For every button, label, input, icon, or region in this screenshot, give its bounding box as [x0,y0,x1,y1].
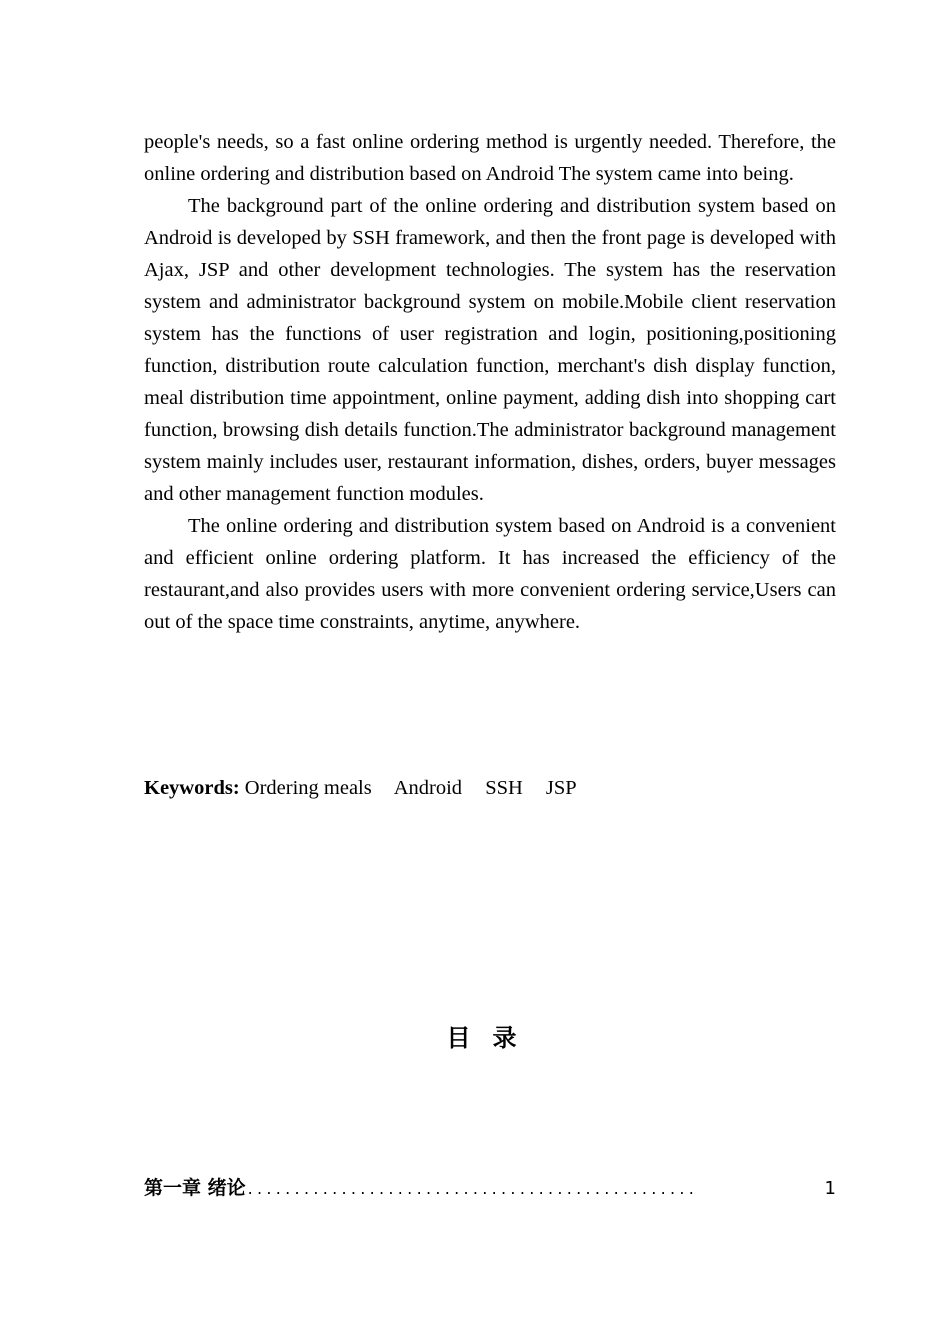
toc-leader-dots: ................................................ [247,1179,699,1198]
abstract-paragraph-3: The online ordering and distribution system based on Android is a convenient and efficient online ordering platform. It has increased the efficiency of the restaurant,and also provides users with more convenient ordering service,Users can out of the space time constraints, anytime, anywhere. [144,515,836,633]
toc-page-number: 1 [824,1178,836,1199]
abstract-paragraph-1: people's needs, so a fast online ordering method is urgently needed. Therefore, the online ordering and distribution based on Android The system came into being. [144,131,836,185]
keyword-item: Android [393,777,463,799]
abstract-body [144,126,836,638]
keyword-item: JSP [545,777,577,799]
keywords-label: Keywords: [144,777,240,799]
keywords-line [144,772,836,804]
keyword-item: SSH [485,777,523,799]
abstract-paragraph-2: The background part of the online ordering and distribution system based on Android is developed by SSH framework, and then the front page is developed with Ajax, JSP and other development technologies. The system has the reservation system and administrator background system on mobile.Mobile client reservation system has the functions of user registration and login, positioning,positioning function, distribution route calculation function, merchant's dish display function, meal distribution time appointment, online payment, adding dish into shopping cart function, browsing dish details function.The administrator background management system mainly includes user, restaurant information, dishes, orders, buyer messages and other management function modules. [144,195,836,505]
toc-entry-label: 第一章 绪论 [144,1177,246,1199]
toc-title: 目录 [446,1024,539,1052]
keyword-item: Ordering meals [244,777,372,799]
toc-entry[interactable] [144,1172,836,1205]
